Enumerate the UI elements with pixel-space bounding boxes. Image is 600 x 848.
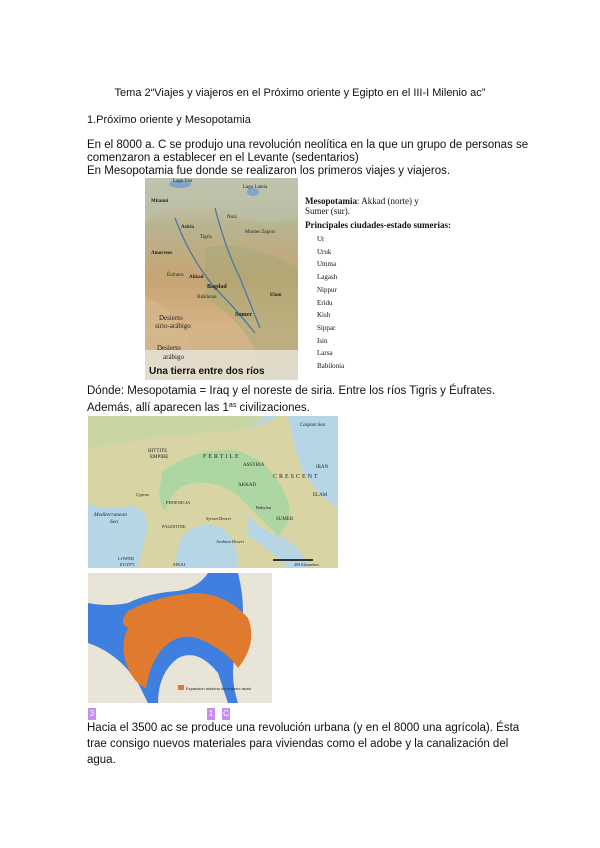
paragraph-line: Dónde: Mesopotamia = Iraq y el noreste de siria. Entre los ríos Tigris y Éufrates. [87, 385, 496, 397]
map-label: Sea [110, 519, 118, 525]
map-label: Babylon [256, 505, 272, 510]
map-label: EGYPT [120, 562, 135, 567]
city-item: Ur [317, 235, 325, 243]
paragraph-line [87, 398, 310, 416]
map-label: Syrian Desert [206, 516, 231, 521]
city-item: Babilonia [317, 362, 345, 371]
paragraph-line: En Mesopotamia fue donde se realizaron los primeros viajes y viajeros. [87, 165, 451, 177]
city-item: Kish [317, 311, 331, 320]
legend-heading-line2: Sumer (sur). [305, 206, 350, 216]
map-label: Éufrates [167, 273, 184, 278]
map-label: Bagdad [207, 284, 227, 290]
map-label: Arabian Desert [216, 539, 244, 544]
text-fragment: Además, allí aparecen las 1 [87, 402, 229, 414]
legend-subheading: Principales ciudades-estado sumerias: [305, 220, 451, 230]
mesopotamia-map [145, 178, 298, 380]
map-label: ELAM [313, 493, 328, 498]
map-label: PALESTINE [162, 524, 186, 529]
map-label: FERTILE [203, 454, 241, 460]
map-label: Caspian Sea [300, 423, 326, 428]
map-legend-text: Expansión máxima del imperio asirio [186, 686, 252, 691]
document-title: Tema 2“Viajes y viajeros en el Próximo oriente y Egipto en el III-I Milenio ac” [114, 87, 486, 99]
map-caption: Una tierra entre dos ríos [149, 366, 265, 377]
city-item: Umma [317, 260, 337, 269]
map-legend [305, 196, 451, 373]
map-label: Akkad [189, 275, 204, 280]
map-label: HITTITE [148, 449, 168, 454]
map-label: Desierto [157, 344, 181, 352]
paragraph-line: trae consigo nuevos materiales para viviendas como el adobe y la canalización del [87, 738, 509, 750]
text-fragment: civilizaciones. [236, 402, 310, 414]
map-label: LOWER [118, 556, 134, 561]
map-label: Babilonia [197, 295, 217, 300]
superscript: as [228, 402, 237, 409]
paragraph-line: En el 8000 a. C se produjo una revolución neolítica en la que un grupo de personas se [87, 139, 529, 151]
map-label: Mediterranean [94, 512, 127, 518]
city-list [305, 233, 451, 373]
map-label: CRESCENT [273, 474, 320, 480]
fertile-crescent-map [88, 416, 338, 568]
legend-heading: Mesopotamia [305, 196, 357, 206]
map-label: Amorreos [151, 251, 173, 256]
map-label: Lago Van [173, 179, 193, 184]
city-item: Eridu [317, 298, 333, 307]
city-item: Uruk [317, 247, 332, 256]
paragraph-line: comenzaron a establecer en el Levante (sedentarios) [87, 152, 359, 164]
map-label: IRAN [316, 465, 329, 470]
city-item: Lagash [317, 273, 338, 282]
map-label: AKKAD [238, 483, 257, 488]
highlight-mark: 1 [208, 709, 214, 718]
map-label: Cyprus [136, 492, 150, 497]
paragraph-line: Hacia el 3500 ac se produce una revolución urbana (y en el 8000 una agrícola). Ésta [87, 722, 520, 734]
map-label: PHOENICIA [166, 500, 191, 505]
section-heading: 1.Próximo oriente y Mesopotamia [87, 114, 251, 126]
map-label: Elam [270, 293, 282, 298]
map-label: Desierto [159, 314, 183, 322]
map-label: Mitanni [151, 199, 169, 204]
legend-heading-rest: : Akkad (norte) y [357, 196, 419, 206]
map-label: EMPIRE [150, 455, 169, 460]
map-label: Sumer [235, 312, 252, 318]
highlight-mark: C [223, 709, 229, 718]
map-label: Asiria [181, 225, 195, 230]
city-item: Sippar [317, 323, 336, 332]
city-item: Isin [317, 336, 328, 345]
highlight-mark: 3 [89, 709, 95, 718]
paragraph-line: agua. [87, 754, 116, 766]
map-label: SINAI [173, 562, 185, 567]
map-label: Lago Lamia [243, 185, 268, 190]
map-scale: 400 Kilometers [294, 562, 319, 567]
map-label: sirio-arábigo [155, 322, 191, 330]
map-label: Montes Zagros [245, 230, 276, 235]
map-label: arábigo [163, 353, 184, 361]
map-label: Tigris [200, 235, 212, 240]
city-item: Larsa [317, 349, 333, 358]
city-item: Nippur [317, 285, 337, 294]
map-label: Nuzi [227, 215, 237, 220]
map-label: ASSYRIA [243, 463, 265, 468]
assyrian-empire-map [88, 573, 272, 703]
map-label: SUMER [276, 517, 294, 522]
